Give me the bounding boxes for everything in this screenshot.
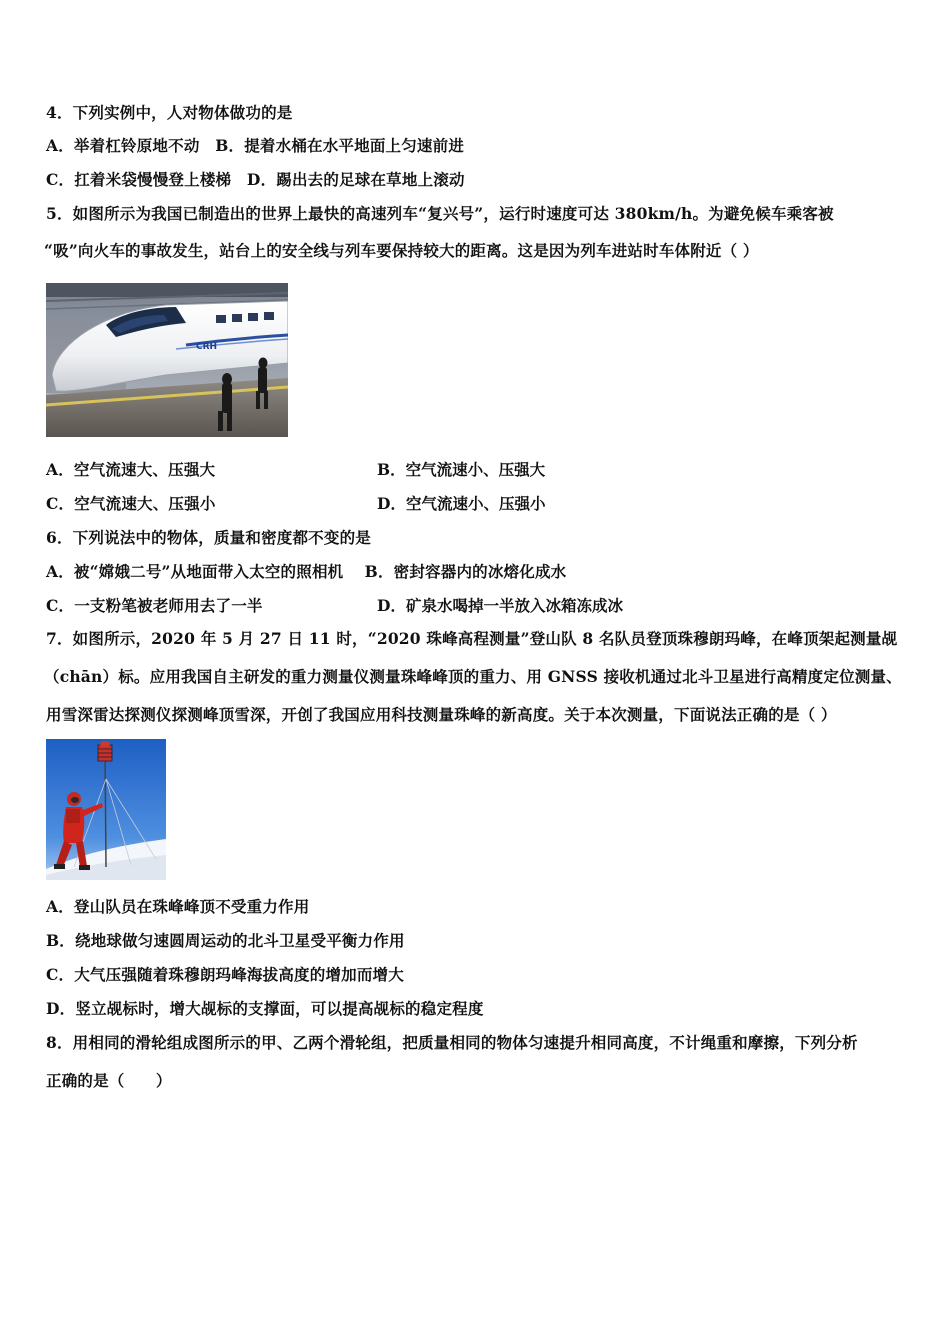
q5-stem-line1: 5．如图所示为我国已制造出的世界上最快的高速列车“复兴号”，运行时速度可达 380km/h。为避免候车乘客被 [46, 204, 834, 223]
everest-survey-photo [46, 739, 166, 880]
q8-stem-line2: 正确的是（ ） [46, 1071, 172, 1090]
q5-option-c: C．空气流速大、压强小 [46, 494, 216, 513]
train-crh-logo: CRH [196, 342, 218, 352]
q6-option-d: D．矿泉水喝掉一半放入冰箱冻成冰 [377, 596, 623, 615]
q5-option-a: A．空气流速大、压强大 [46, 460, 216, 479]
q7-option-b: B．绕地球做匀速圆周运动的北斗卫星受平衡力作用 [46, 931, 405, 950]
q7-option-d: D．竖立觇标时，增大觇标的支撑面，可以提高觇标的稳定程度 [46, 999, 484, 1018]
q4-options-cd: C．扛着米袋慢慢登上楼梯 D．踢出去的足球在草地上滚动 [46, 170, 465, 189]
q7-option-a: A．登山队员在珠峰峰顶不受重力作用 [46, 897, 310, 916]
q5-option-b: B．空气流速小、压强大 [377, 460, 546, 479]
q7-stem-line3: 用雪深雷达探测仪探测峰顶雪深，开创了我国应用科技测量珠峰的新高度。关于本次测量，下面说法正确的是（ ） [46, 705, 837, 724]
q8-stem-line1: 8．用相同的滑轮组成图所示的甲、乙两个滑轮组，把质量相同的物体匀速提升相同高度，不计绳重和摩擦，下列分析 [46, 1033, 858, 1052]
q4-stem: 4．下列实例中，人对物体做功的是 [46, 103, 293, 122]
q6-option-c: C．一支粉笔被老师用去了一半 [46, 596, 263, 615]
q6-stem: 6．下列说法中的物体，质量和密度都不变的是 [46, 528, 371, 547]
q4-options-ab: A．举着杠铃原地不动 B．提着水桶在水平地面上匀速前进 [46, 136, 465, 155]
q7-stem-line2: （chān）标。应用我国自主研发的重力测量仪测量珠峰峰顶的重力、用 GNSS 接收机通过北斗卫星进行高精度定位测量、 [44, 667, 902, 686]
high-speed-train-photo [46, 283, 288, 437]
q6-options-ab: A．被“嫦娥二号”从地面带入太空的照相机 B．密封容器内的冰熔化成水 [46, 562, 567, 581]
q5-stem-line2: “吸”向火车的事故发生，站台上的安全线与列车要保持较大的距离。这是因为列车进站时车体附近（ ） [44, 241, 759, 260]
q7-option-c: C．大气压强随着珠穆朗玛峰海拔高度的增加而增大 [46, 965, 404, 984]
q7-stem-line1: 7．如图所示，2020 年 5 月 27 日 11 时，“2020 珠峰高程测量”登山队 8 名队员登顶珠穆朗玛峰，在峰顶架起测量觇 [46, 629, 898, 648]
q5-option-d: D．空气流速小、压强小 [377, 494, 546, 513]
